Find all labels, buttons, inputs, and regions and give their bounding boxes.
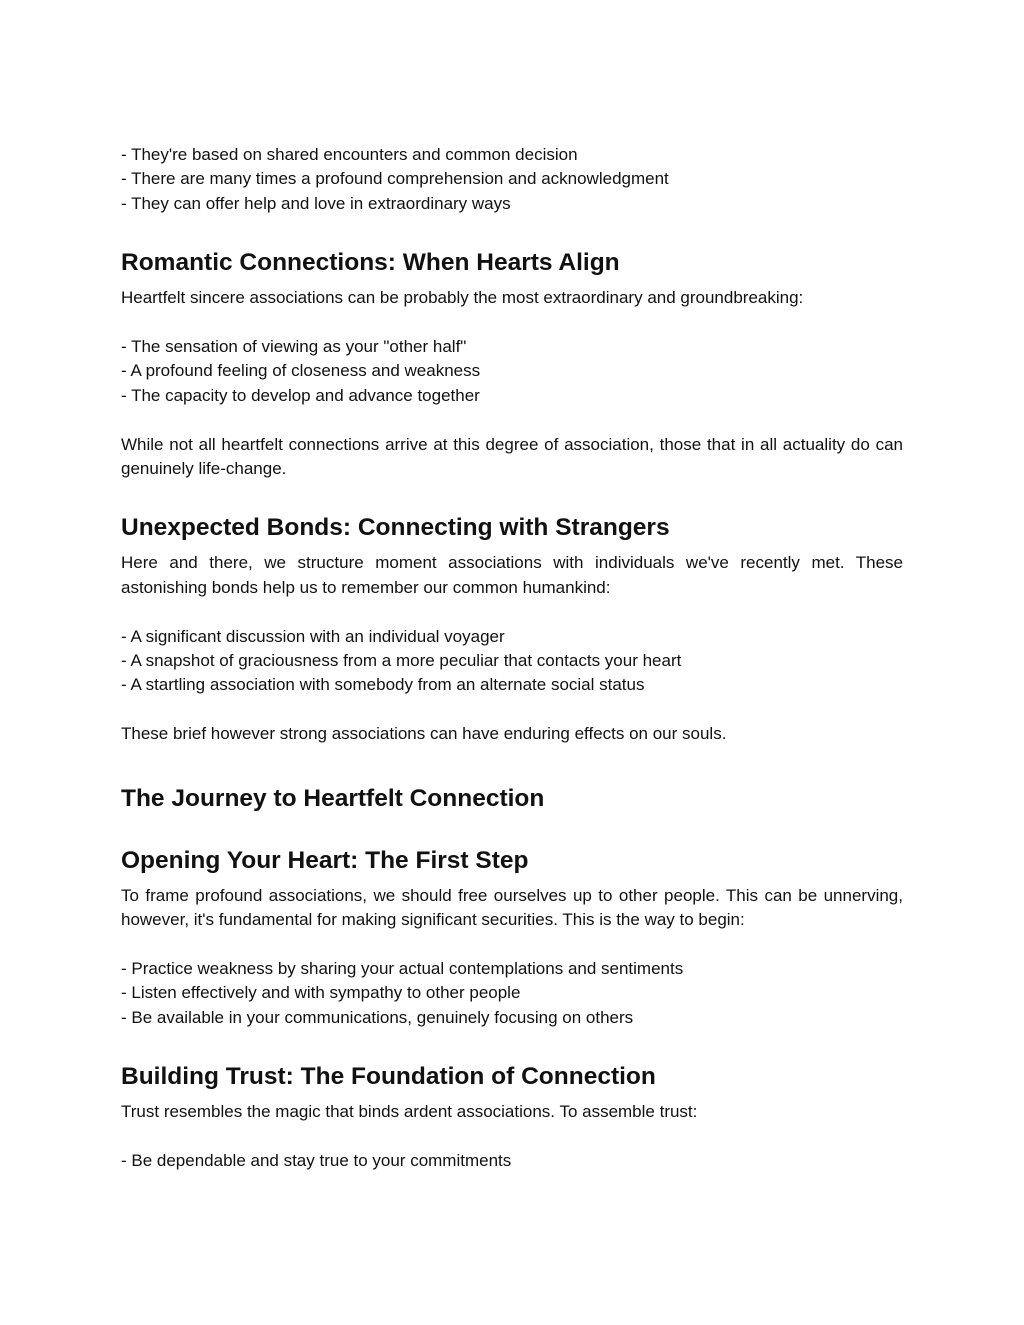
section-heading-journey: The Journey to Heartfelt Connection xyxy=(121,784,545,812)
list-item: - A snapshot of graciousness from a more peculiar that contacts your heart xyxy=(121,651,682,671)
paragraph-unexpected-closing: These brief however strong associations can have enduring effects on our souls. xyxy=(121,724,727,744)
paragraph-romantic-closing: While not all heartfelt connections arrive at this degree of association, those that in all actuality do can genuinely life-change. xyxy=(121,434,903,479)
paragraph-romantic-intro: Heartfelt sincere associations can be probably the most extraordinary and groundbreaking: xyxy=(121,288,804,308)
list-item: - There are many times a profound comprehension and acknowledgment xyxy=(121,169,669,189)
section-heading-trust: Building Trust: The Foundation of Connection xyxy=(121,1063,656,1091)
paragraph-opening-intro: To frame profound associations, we should free ourselves up to other people. This can be unnerving, however, it's fundamental for making significant securities. This is the way to begin: xyxy=(121,885,903,930)
section-heading-romantic: Romantic Connections: When Hearts Align xyxy=(121,249,620,277)
paragraph-unexpected-intro: Here and there, we structure moment associations with individuals we've recently met. These astonishing bonds help us to remember our common humankind: xyxy=(121,553,903,597)
list-item: - A startling association with somebody from an alternate social status xyxy=(121,675,645,695)
section-heading-unexpected: Unexpected Bonds: Connecting with Strangers xyxy=(121,514,670,542)
list-item: - The sensation of viewing as your "other half" xyxy=(121,337,467,357)
list-item: - Listen effectively and with sympathy to other people xyxy=(121,983,521,1003)
list-item: - A profound feeling of closeness and weakness xyxy=(121,361,481,381)
list-item: - Be dependable and stay true to your commitments xyxy=(121,1150,512,1170)
list-item: - A significant discussion with an individual voyager xyxy=(121,626,505,646)
list-item: - The capacity to develop and advance together xyxy=(121,385,480,405)
paragraph-trust-intro: Trust resembles the magic that binds ardent associations. To assemble trust: xyxy=(121,1102,698,1122)
section-heading-opening: Opening Your Heart: The First Step xyxy=(121,846,529,874)
list-item: - They're based on shared encounters and common decision xyxy=(121,145,578,164)
document-page xyxy=(121,143,903,1173)
list-item: - Practice weakness by sharing your actual contemplations and sentiments xyxy=(121,958,684,978)
list-item: - Be available in your communications, genuinely focusing on others xyxy=(121,1007,634,1027)
list-item: - They can offer help and love in extraordinary ways xyxy=(121,193,511,213)
